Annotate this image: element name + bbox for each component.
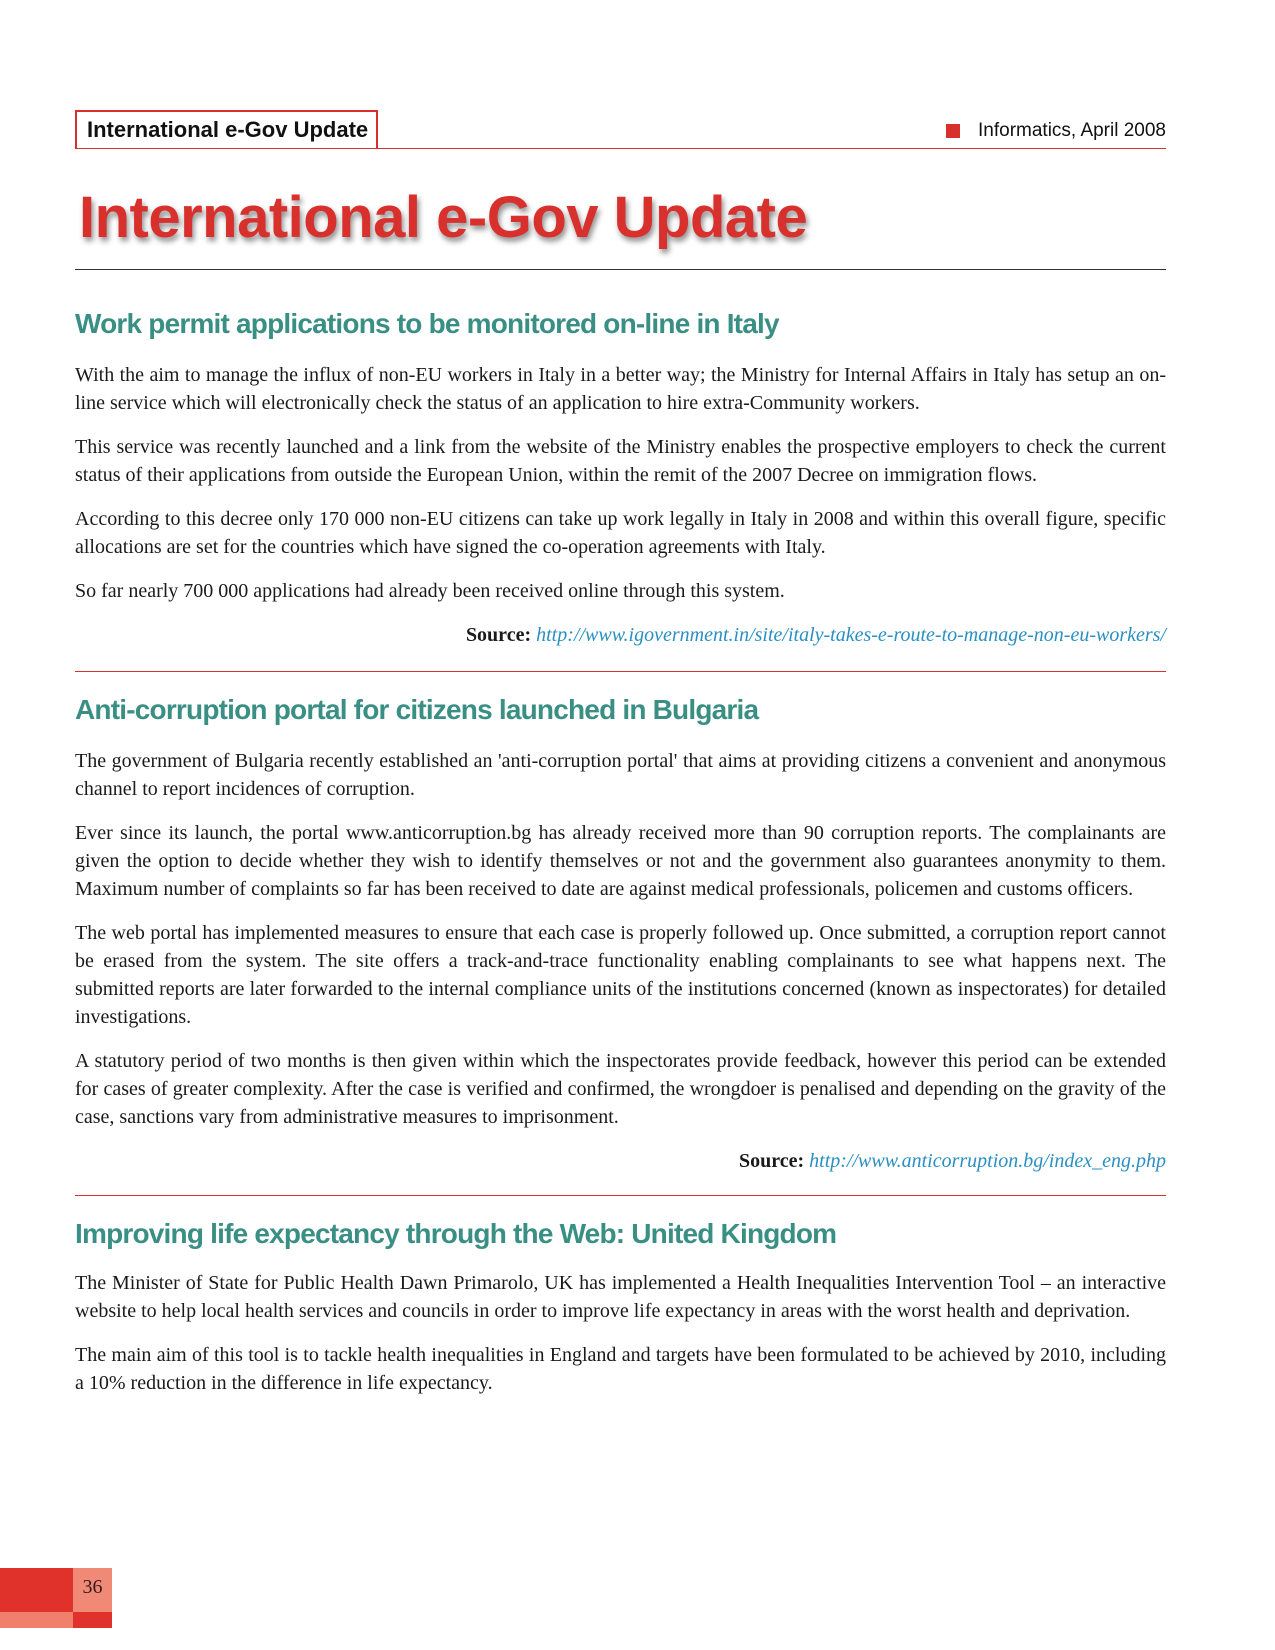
- running-header: [75, 108, 1166, 149]
- footer-decor-block: [0, 1612, 73, 1628]
- paragraph: The web portal has implemented measures to ensure that each case is properly followed up. Once submitted, a corruption report cannot be erased from the system. The site offers a track-and-trace functionality enabling complainants to see what happens next. The submitted reports are later forwarded to the internal compliance units of the institutions concerned (known as inspectorates) for detailed investigations.: [75, 922, 1166, 1028]
- source-label: Source:: [738, 1150, 805, 1172]
- paragraph: Ever since its launch, the portal www.anticorruption.bg has already received more than 90 corruption reports. The complainants are given the option to decide whether they wish to identify themselves or not and the government also guarantees anonymity to them. Maximum number of complaints so far has been received to date are against medical professionals, policemen and customs officers.: [75, 822, 1166, 900]
- paragraph: The Minister of State for Public Health Dawn Primarolo, UK has implemented a Health Inequalities Intervention Tool – an interactive website to help local health services and councils in order to improve life expectancy in areas with the worst health and deprivation.: [75, 1272, 1166, 1322]
- section-divider: [75, 1195, 1166, 1196]
- section-divider: [75, 671, 1166, 672]
- article-bulgaria: [75, 693, 1166, 1175]
- running-header-title: International e-Gov Update: [75, 110, 378, 149]
- section-title: Work permit applications to be monitored on-line in Italy: [75, 308, 779, 339]
- paragraph: A statutory period of two months is then given within which the inspectorates provide feedback, however this period can be extended for cases of greater complexity. After the case is verified and confirmed, the wrongdoer is penalised and depending on the gravity of the case, sanctions vary from administrative measures to imprisonment.: [75, 1050, 1166, 1128]
- paragraph: According to this decree only 170 000 non-EU citizens can take up work legally in Italy in 2008 and within this overall figure, specific allocations are set for the countries which have signed the co-operation agreements with Italy.: [75, 508, 1166, 558]
- section-title: Improving life expectancy through the Web: United Kingdom: [75, 1218, 837, 1249]
- red-square-icon: [946, 124, 960, 138]
- paragraph: This service was recently launched and a link from the website of the Ministry enables the prospective employers to check the current status of their applications from outside the European Union, within the remit of the 2007 Decree on immigration flows.: [75, 436, 1166, 486]
- running-header-issue: [946, 120, 1166, 142]
- page-footer: [0, 1568, 112, 1628]
- article-italy: [75, 307, 1166, 649]
- source-line: [75, 1147, 1166, 1175]
- footer-decor-block: [73, 1612, 112, 1628]
- paragraph: With the aim to manage the influx of non-EU workers in Italy in a better way; the Ministry for Internal Affairs in Italy has setup an on-line service which will electronically check the status of an application to hire extra-Community workers.: [75, 364, 1166, 414]
- article-uk: [75, 1217, 1166, 1397]
- section-title: Anti-corruption portal for citizens launched in Bulgaria: [75, 694, 759, 725]
- title-divider: [75, 269, 1166, 270]
- page-number: 36: [82, 1576, 103, 1598]
- page-title: International e-Gov Update: [79, 185, 808, 250]
- source-label: Source:: [465, 624, 532, 646]
- page: [75, 108, 1166, 1413]
- paragraph: The government of Bulgaria recently established an 'anti-corruption portal' that aims at providing citizens a convenient and anonymous channel to report incidences of corruption.: [75, 750, 1166, 800]
- issue-label: Informatics, April 2008: [978, 120, 1166, 141]
- source-line: [75, 621, 1166, 649]
- paragraph: The main aim of this tool is to tackle health inequalities in England and targets have been formulated to be achieved by 2010, including a 10% reduction in the difference in life expectancy.: [75, 1344, 1166, 1394]
- source-link[interactable]: http://www.igovernment.in/site/italy-takes-e-route-to-manage-non-eu-workers/: [536, 624, 1166, 646]
- paragraph: So far nearly 700 000 applications had already been received online through this system.: [75, 580, 785, 602]
- source-link[interactable]: http://www.anticorruption.bg/index_eng.php: [809, 1150, 1166, 1172]
